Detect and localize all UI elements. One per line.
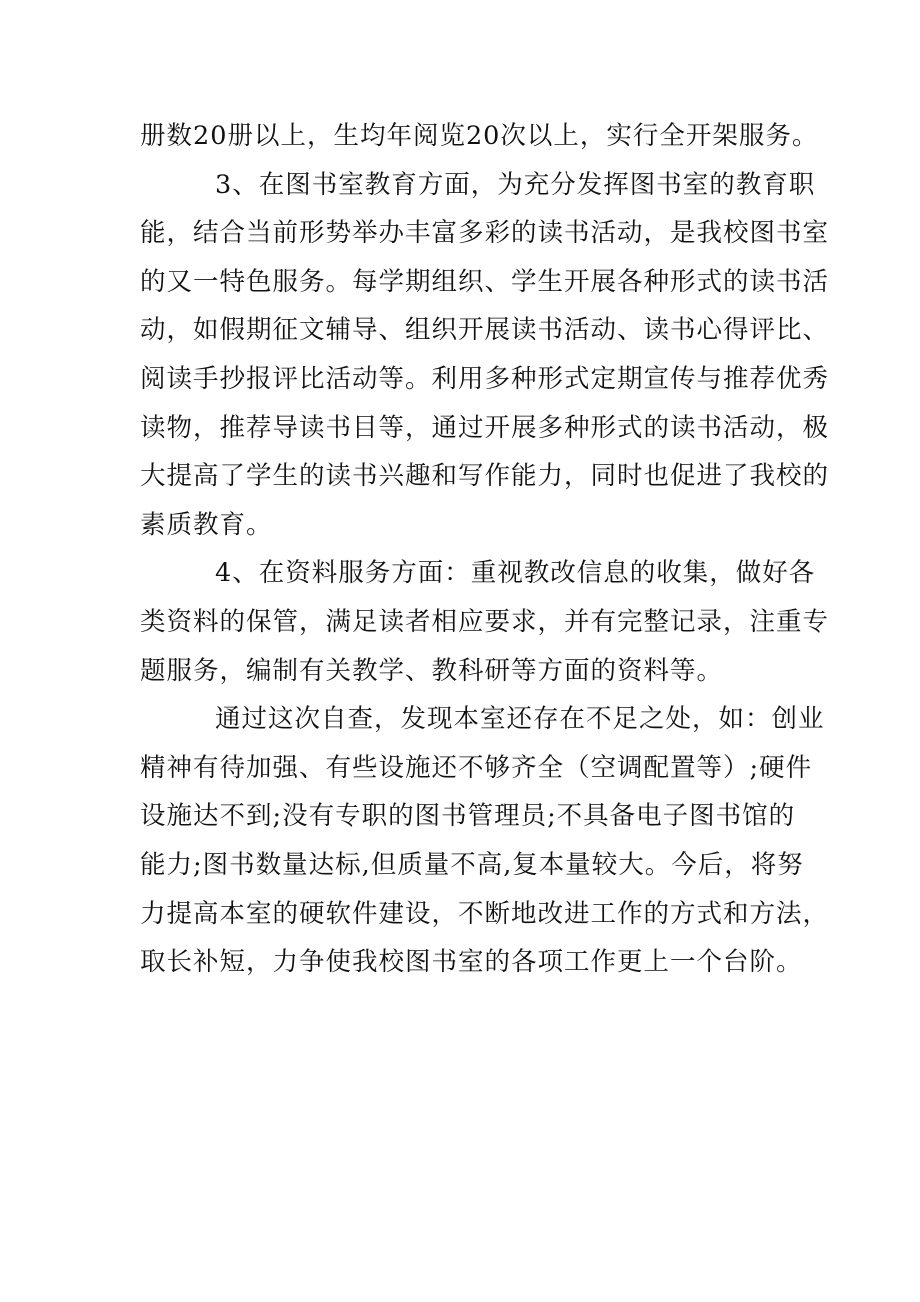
text-line: 取长补短，力争使我校图书室的各项工作更上一个台阶。: [140, 947, 803, 978]
document-body: [140, 112, 830, 987]
text-line: 读物，推荐导读书目等，通过开展多种形式的读书活动，极: [140, 412, 830, 443]
text-line: 动，如假期征文辅导、组织开展读书活动、读书心得评比、: [140, 315, 830, 346]
paragraph-3-start: 3、在图书室教育方面，为充分发挥图书室的教育职: [215, 169, 816, 200]
paragraph-summary-start: 通过这次自查，发现本室还存在不足之处，如：创业: [215, 704, 825, 735]
text-line: 能，结合当前形势举办丰富多彩的读书活动，是我校图书室: [140, 218, 830, 249]
text-line: 力提高本室的硬软件建设，不断地改进工作的方式和方法，: [140, 898, 830, 929]
text-line: 题服务，编制有关教学、教科研等方面的资料等。: [140, 655, 724, 686]
text-line: 的又一特色服务。每学期组织、学生开展各种形式的读书活: [140, 266, 830, 297]
text-line: 册数20册以上，生均年阅览20次以上，实行全开架服务。: [140, 121, 819, 151]
text-line: 精神有待加强、有些设施还不够齐全（空调配置等）;硬件: [140, 752, 813, 783]
text-line: 素质教育。: [140, 509, 273, 540]
text-line: 能力;图书数量达标,但质量不高,复本量较大。今后，将努: [140, 849, 804, 880]
text-line: 阅读手抄报评比活动等。利用多种形式定期宣传与推荐优秀: [140, 363, 830, 394]
paragraph-4-start: 4、在资料服务方面：重视教改信息的收集，做好各: [215, 558, 816, 589]
text-line: 类资料的保管，满足读者相应要求，并有完整记录，注重专: [140, 606, 830, 637]
text-line: 设施达不到;没有专职的图书管理员;不具备电子图书馆的: [140, 801, 796, 832]
text-line: 大提高了学生的读书兴趣和写作能力，同时也促进了我校的: [140, 461, 830, 492]
